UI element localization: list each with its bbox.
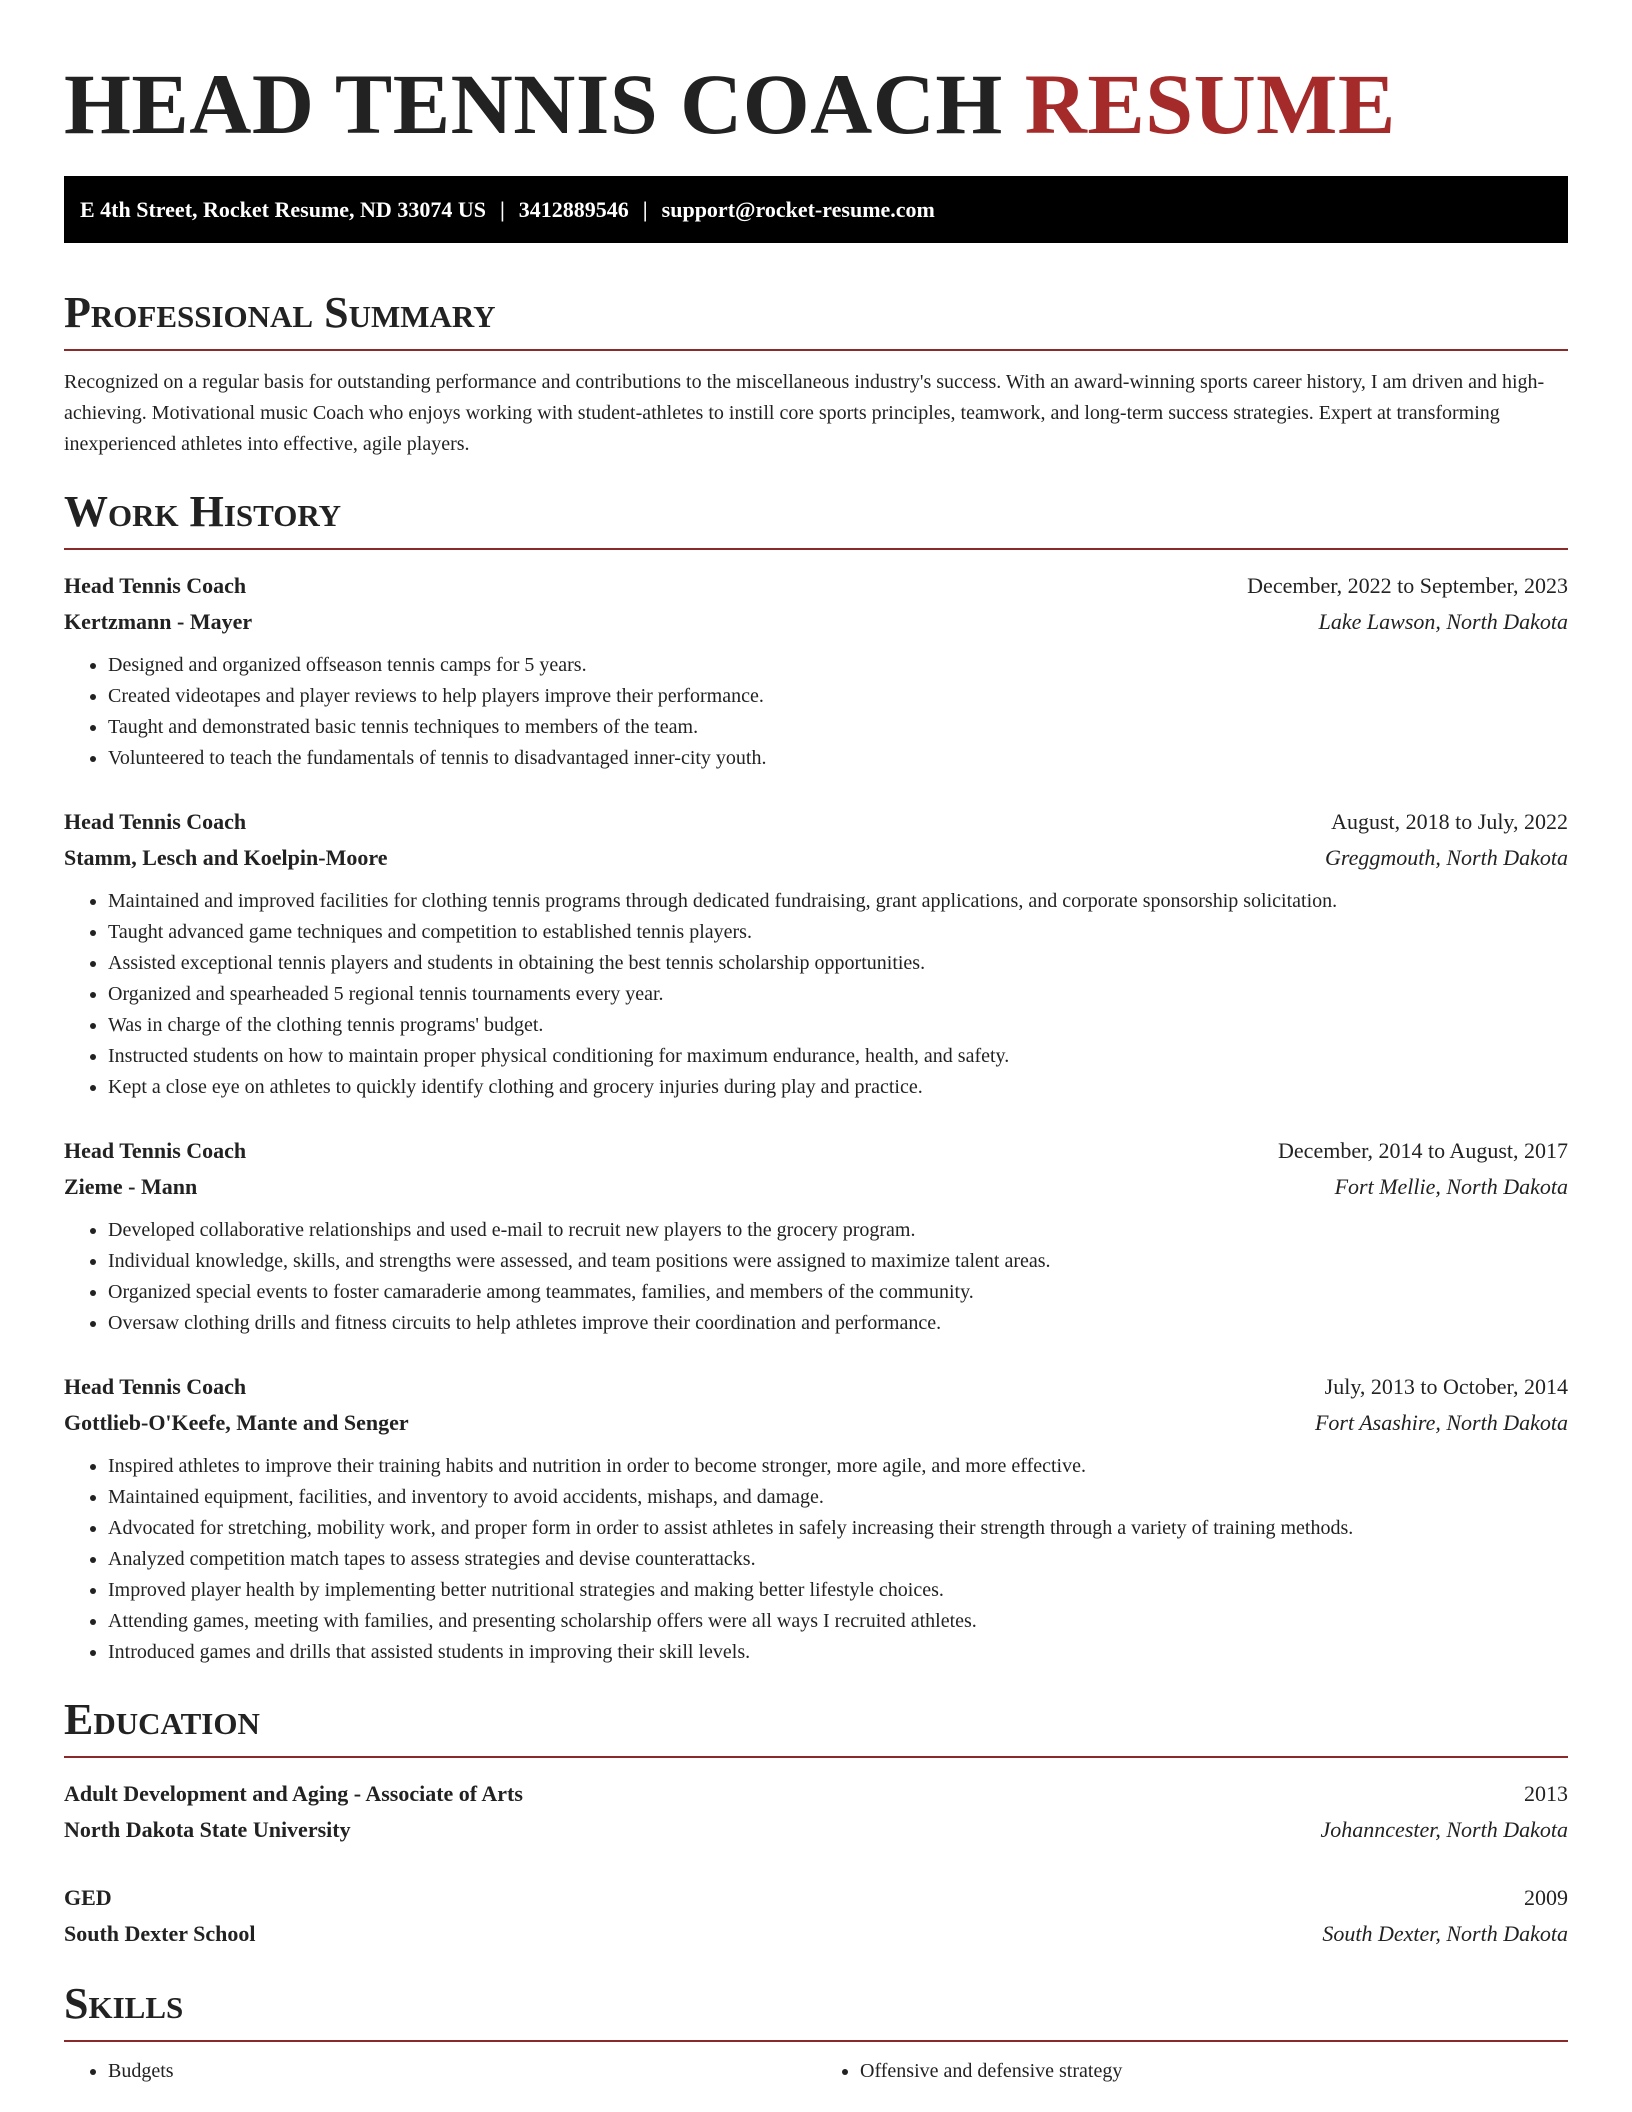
education-entry <box>64 1880 1568 1952</box>
skills-list-left <box>64 2056 816 2087</box>
skills-section <box>64 1978 1568 2087</box>
contact-separator: | <box>642 196 648 222</box>
job-company: Gottlieb-O'Keefe, Mante and Senger <box>64 1410 409 1435</box>
job-entry <box>64 1369 1568 1668</box>
resume-title <box>64 0 1568 152</box>
contact-bar <box>64 176 1568 243</box>
title-accent: RESUME <box>1024 56 1396 152</box>
list-item: • Assisted exceptional tennis players and students in obtaining the best tennis scholarship opportunities. <box>108 948 1568 979</box>
job-title: Head Tennis Coach <box>64 573 247 598</box>
graduation-year: 2009 <box>1524 1885 1568 1910</box>
work-history-section <box>64 486 1568 1668</box>
job-company: Zieme - Mann <box>64 1174 198 1199</box>
job-entry <box>64 568 1568 774</box>
job-bullets <box>64 1451 1568 1668</box>
list-item: • Individual knowledge, skills, and strengths were assessed, and team positions were assigned to maximize talent areas. <box>108 1246 1568 1277</box>
graduation-year: 2013 <box>1524 1781 1568 1806</box>
list-item: • Developed collaborative relationships and used e-mail to recruit new players to the grocery program. <box>108 1215 1568 1246</box>
list-item: • Organized special events to foster camaraderie among teammates, families, and members of the community. <box>108 1277 1568 1308</box>
list-item: • Advocated for stretching, mobility work, and proper form in order to assist athletes in safely increasing their strength through a variety of training methods. <box>108 1513 1568 1544</box>
list-item: • Offensive and defensive strategy <box>860 2056 1568 2087</box>
job-entry <box>64 804 1568 1103</box>
list-item: • Budgets <box>108 2056 816 2087</box>
contact-email: support@rocket-resume.com <box>661 196 935 222</box>
list-item: • Volunteered to teach the fundamentals of tennis to disadvantaged inner-city youth. <box>108 743 1568 774</box>
education-section <box>64 1694 1568 1952</box>
school-location: Johanncester, North Dakota <box>1320 1817 1568 1842</box>
list-item: • Maintained equipment, facilities, and inventory to avoid accidents, mishaps, and damage. <box>108 1482 1568 1513</box>
list-item: • Kept a close eye on athletes to quickly identify clothing and grocery injuries during play and practice. <box>108 1072 1568 1103</box>
job-dates: July, 2013 to October, 2014 <box>1324 1374 1568 1399</box>
job-dates: December, 2014 to August, 2017 <box>1278 1138 1568 1163</box>
school-name: North Dakota State University <box>64 1817 351 1842</box>
section-heading-skills: Skills <box>64 1978 1568 2042</box>
summary-text: Recognized on a regular basis for outstanding performance and contributions to the miscellaneous industry's success. With an award-winning sports career history, I am driven and high-achieving. Motivational music Coach who enjoys working with student-athletes to instill core sports principles, teamwork, and long-term success strategies. Expert at transforming inexperienced athletes into effective, agile players. <box>64 371 1545 455</box>
list-item: • Attending games, meeting with families, and presenting scholarship offers were all ways I recruited athletes. <box>108 1606 1568 1637</box>
job-bullets <box>64 650 1568 774</box>
skills-columns <box>64 2056 1568 2087</box>
job-location: Greggmouth, North Dakota <box>1324 845 1568 870</box>
list-item: • Organized and spearheaded 5 regional tennis tournaments every year. <box>108 979 1568 1010</box>
school-location: South Dexter, North Dakota <box>1322 1921 1568 1946</box>
list-item: • Maintained and improved facilities for clothing tennis programs through dedicated fundraising, grant applications, and corporate sponsorship solicitation. <box>108 886 1568 917</box>
job-title: Head Tennis Coach <box>64 809 247 834</box>
job-dates: August, 2018 to July, 2022 <box>1331 809 1568 834</box>
job-location: Lake Lawson, North Dakota <box>1318 609 1568 634</box>
job-bullets <box>64 886 1568 1103</box>
job-title: Head Tennis Coach <box>64 1138 247 1163</box>
degree: Adult Development and Aging - Associate of Arts <box>64 1781 523 1806</box>
school-name: South Dexter School <box>64 1921 256 1946</box>
list-item: • Analyzed competition match tapes to assess strategies and devise counterattacks. <box>108 1544 1568 1575</box>
degree: GED <box>64 1885 112 1910</box>
title-main: HEAD TENNIS COACH <box>64 56 1003 152</box>
job-bullets <box>64 1215 1568 1339</box>
summary-section <box>64 287 1568 460</box>
list-item: • Introduced games and drills that assisted students in improving their skill levels. <box>108 1637 1568 1668</box>
section-heading-summary: Professional Summary <box>64 287 1568 351</box>
list-item: • Inspired athletes to improve their training habits and nutrition in order to become stronger, more agile, and more effective. <box>108 1451 1568 1482</box>
education-entry <box>64 1776 1568 1848</box>
list-item: • Designed and organized offseason tennis camps for 5 years. <box>108 650 1568 681</box>
contact-address: E 4th Street, Rocket Resume, ND 33074 US <box>80 196 486 222</box>
contact-phone: 3412889546 <box>518 196 629 222</box>
job-title: Head Tennis Coach <box>64 1374 247 1399</box>
job-company: Stamm, Lesch and Koelpin-Moore <box>64 845 388 870</box>
job-location: Fort Mellie, North Dakota <box>1334 1174 1568 1199</box>
section-heading-education: Education <box>64 1694 1568 1758</box>
list-item: • Oversaw clothing drills and fitness circuits to help athletes improve their coordination and performance. <box>108 1308 1568 1339</box>
job-company: Kertzmann - Mayer <box>64 609 253 634</box>
job-location: Fort Asashire, North Dakota <box>1314 1410 1568 1435</box>
job-entry <box>64 1133 1568 1339</box>
list-item: • Taught and demonstrated basic tennis techniques to members of the team. <box>108 712 1568 743</box>
list-item: • Instructed students on how to maintain proper physical conditioning for maximum endurance, health, and safety. <box>108 1041 1568 1072</box>
list-item: • Taught advanced game techniques and competition to established tennis players. <box>108 917 1568 948</box>
section-heading-work: Work History <box>64 486 1568 550</box>
skills-list-right <box>816 2056 1568 2087</box>
list-item: • Was in charge of the clothing tennis programs' budget. <box>108 1010 1568 1041</box>
list-item: • Created videotapes and player reviews to help players improve their performance. <box>108 681 1568 712</box>
list-item: • Improved player health by implementing better nutritional strategies and making better lifestyle choices. <box>108 1575 1568 1606</box>
contact-separator: | <box>499 196 505 222</box>
job-dates: December, 2022 to September, 2023 <box>1247 573 1568 598</box>
